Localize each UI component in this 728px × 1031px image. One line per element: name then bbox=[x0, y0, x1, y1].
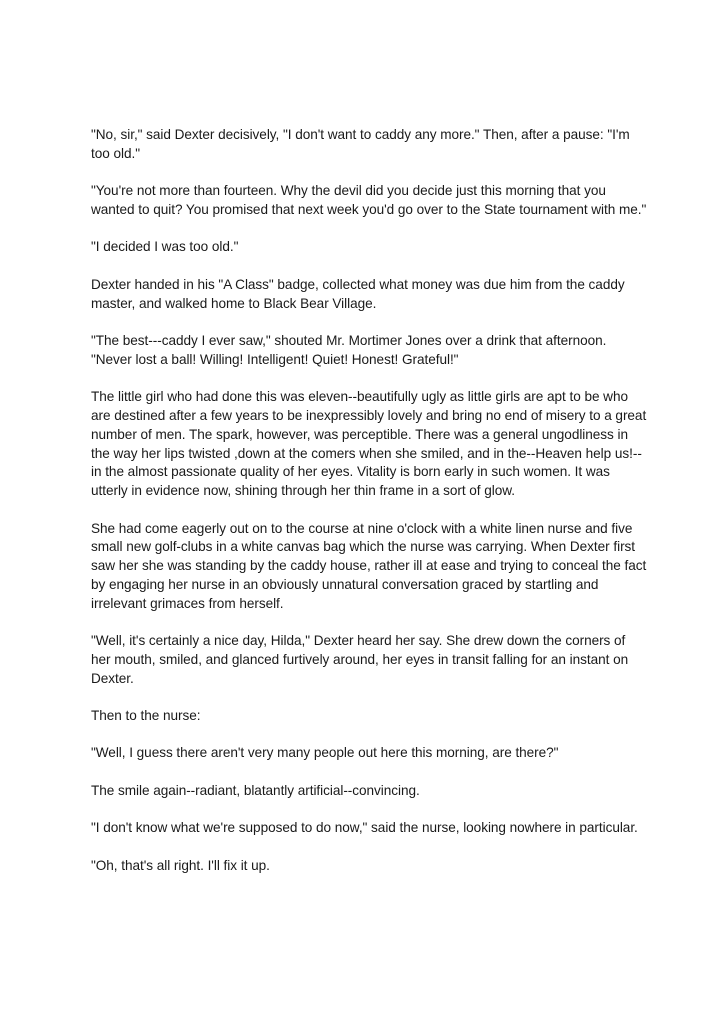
document-body bbox=[91, 126, 647, 894]
paragraph-8: "Well, it's certainly a nice day, Hilda," Dexter heard her say. She drew down the corners of her mouth, smiled, and glanced furtively around, her eyes in transit falling for an instant on Dexter. bbox=[91, 633, 629, 686]
paragraph-4: Dexter handed in his "A Class" badge, collected what money was due him from the caddy master, and walked home to Black Bear Village. bbox=[91, 276, 625, 311]
paragraph-5: "The best---caddy I ever saw," shouted Mr. Mortimer Jones over a drink that afternoon. "Never lost a ball! Willing! Intelligent! Quiet! Honest! Grateful!" bbox=[91, 332, 607, 367]
paragraph-2: "You're not more than fourteen. Why the devil did you decide just this morning that you wanted to quit? You promised that next week you'd go over to the State tournament with me." bbox=[91, 183, 647, 217]
paragraph-6: The little girl who had done this was eleven--beautifully ugly as little girls are apt to be who are destined after a few years to be inexpressibly lovely and bring no end of misery to a great number of men. The spark, however, was perceptible. There was a general ungodliness in the way her lips twisted ,down at the comers when she smiled, and in the--Heaven help us!--in the almost passionate quality of her eyes. Vitality is born early in such women. It was utterly in evidence now, shining through her thin frame in a sort of glow. bbox=[91, 389, 647, 499]
paragraph-9: Then to the nurse: bbox=[91, 708, 201, 724]
paragraph-11: The smile again--radiant, blatantly artificial--convincing. bbox=[91, 782, 420, 798]
paragraph-12: "I don't know what we're supposed to do now," said the nurse, looking nowhere in particular. bbox=[91, 820, 638, 836]
paragraph-10: "Well, I guess there aren't very many people out here this morning, are there?" bbox=[91, 745, 559, 761]
paragraph-1: "No, sir," said Dexter decisively, "I don't want to caddy any more." Then, after a pause: "I'm too old." bbox=[91, 127, 630, 161]
paragraph-7: She had come eagerly out on to the course at nine o'clock with a white linen nurse and five small new golf-clubs in a white canvas bag which the nurse was carrying. When Dexter first saw her she was standing by the caddy house, rather ill at ease and trying to conceal the fact by engaging her nurse in an obviously unnatural conversation graced by startling and irrelevant grimaces from herself. bbox=[91, 520, 647, 611]
paragraph-3: "I decided I was too old." bbox=[91, 239, 239, 255]
paragraph-13: "Oh, that's all right. I'll fix it up. bbox=[91, 857, 270, 873]
